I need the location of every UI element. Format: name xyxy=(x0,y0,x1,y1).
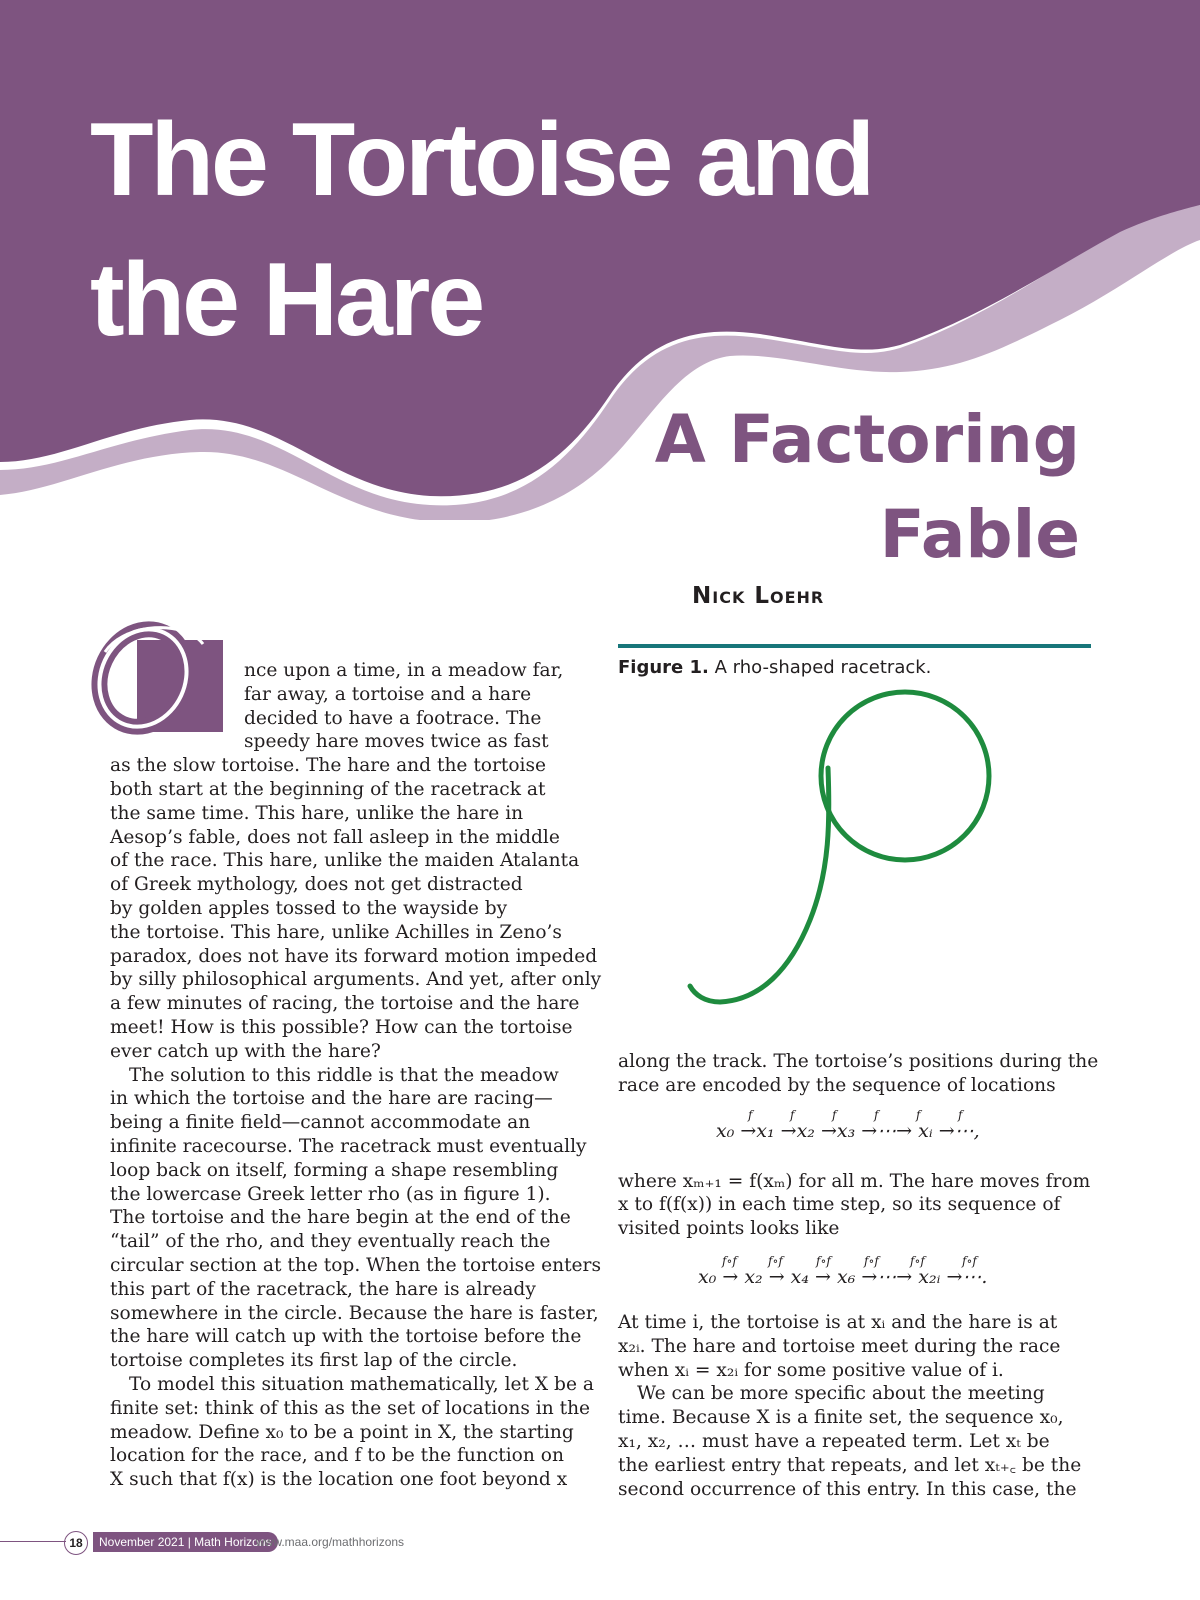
text-line: At time i, the tortoise is at xᵢ and the hare is at xyxy=(618,1311,1058,1333)
footer-url-link[interactable]: www.maa.org/mathhorizons xyxy=(256,1535,405,1549)
page-title-line-2: the Hare xyxy=(90,242,483,358)
arrow-label: f∘f xyxy=(910,1254,925,1268)
text-line: by silly philosophical arguments. And yet, after only xyxy=(110,969,602,991)
arrow-label: f∘f xyxy=(722,1254,737,1268)
arrow-label: f∘f xyxy=(864,1254,879,1268)
text-line: “tail” of the rho, and they eventually reach the xyxy=(110,1231,551,1253)
text-line: meadow. Define x₀ to be a point in X, the starting xyxy=(110,1421,574,1443)
text-line: somewhere in the circle. Because the hare is faster, xyxy=(110,1302,599,1324)
text-line: Aesop’s fable, does not fall asleep in the middle xyxy=(110,826,560,848)
arrow-label: f xyxy=(916,1108,921,1122)
subtitle-line-2: Fable xyxy=(879,496,1080,573)
text-line: visited points looks like xyxy=(618,1218,840,1240)
equation-hare-sequence: x₀ → x₂ → x₄ → x₆ →⋯→ x₂ᵢ →⋯. xyxy=(698,1266,988,1288)
arrow-label: f xyxy=(874,1108,879,1122)
text-line: the earliest entry that repeats, and let xₜ₊꜀ be the xyxy=(618,1454,1082,1476)
text-line: the tortoise. This hare, unlike Achilles in Zeno’s xyxy=(110,921,562,943)
text-line: both start at the beginning of the racetrack at xyxy=(110,778,546,800)
rho-racetrack-figure xyxy=(680,680,1020,1030)
text-line: by golden apples tossed to the wayside by xyxy=(110,897,508,919)
text-line: this part of the racetrack, the hare is already xyxy=(110,1278,536,1300)
arrow-label: f xyxy=(832,1108,837,1122)
text-line: To model this situation mathematically, let X be a xyxy=(129,1373,594,1395)
figure-label: Figure 1. xyxy=(618,657,709,678)
text-line: the hare will catch up with the tortoise before the xyxy=(110,1326,582,1348)
rho-tail xyxy=(690,768,829,1002)
equation-tortoise-sequence: x₀ →x₁ →x₂ →x₃ →⋯→ xᵢ →⋯, xyxy=(716,1120,980,1142)
text-line: x₂ᵢ. The hare and tortoise meet during the race xyxy=(618,1335,1061,1357)
text-line: as the slow tortoise. The hare and the tortoise xyxy=(110,755,547,777)
text-line: location for the race, and f to be the function on xyxy=(110,1445,564,1467)
text-line: finite set: think of this as the set of locations in the xyxy=(110,1397,591,1419)
subtitle-line-1: A Factoring xyxy=(654,401,1080,478)
arrow-label: f∘f xyxy=(768,1254,783,1268)
page-title-line-1: The Tortoise and xyxy=(90,102,873,218)
footer-rule xyxy=(0,1541,66,1542)
text-line: where xₘ₊₁ = f(xₘ) for all m. The hare moves from xyxy=(618,1170,1091,1192)
text-line: paradox, does not have its forward motion impeded xyxy=(110,945,598,967)
text-line: in which the tortoise and the hare are racing— xyxy=(110,1088,553,1110)
right-column-part-b xyxy=(618,1170,1091,1241)
figure-caption xyxy=(618,657,931,678)
right-column-part-a xyxy=(618,1050,1099,1098)
text-line: tortoise completes its first lap of the circle. xyxy=(110,1350,518,1372)
footer-issue-label: November 2021 | Math Horizons xyxy=(93,1532,278,1552)
arrow-label: f∘f xyxy=(816,1254,831,1268)
text-line: a few minutes of racing, the tortoise and the hare xyxy=(110,993,580,1015)
figure-rule xyxy=(618,644,1091,648)
text-line: The tortoise and the hare begin at the end of the xyxy=(110,1207,571,1229)
text-line: speedy hare moves twice as fast xyxy=(244,731,549,753)
text-line: We can be more specific about the meeting xyxy=(637,1383,1045,1405)
text-line: far away, a tortoise and a hare xyxy=(244,683,532,705)
arrow-label: f∘f xyxy=(962,1254,977,1268)
article-left-column xyxy=(110,659,602,1492)
text-line: second occurrence of this entry. In this case, the xyxy=(618,1478,1077,1500)
text-line: X such that f(x) is the location one foot beyond x xyxy=(110,1469,568,1491)
text-line: of Greek mythology, does not get distracted xyxy=(110,874,523,896)
text-line: the lowercase Greek letter rho (as in figure 1). xyxy=(110,1183,551,1205)
text-line: infinite racecourse. The racetrack must eventually xyxy=(110,1135,587,1157)
text-line: the same time. This hare, unlike the hare in xyxy=(110,802,524,824)
page-number: 18 xyxy=(64,1531,88,1555)
text-line: circular section at the top. When the tortoise enters xyxy=(110,1254,601,1276)
text-line: being a finite field—cannot accommodate an xyxy=(110,1112,531,1134)
text-line: x₁, x₂, … must have a repeated term. Let xₜ be xyxy=(618,1430,1050,1452)
text-line: time. Because X is a finite set, the sequence x₀, xyxy=(618,1407,1064,1429)
text-line: meet! How is this possible? How can the tortoise xyxy=(110,1016,573,1038)
text-line: loop back on itself, forming a shape resembling xyxy=(110,1159,559,1181)
text-line: decided to have a footrace. The xyxy=(244,707,542,729)
rho-loop xyxy=(821,692,989,860)
figure-caption-text: A rho-shaped racetrack. xyxy=(714,657,932,678)
arrow-label: f xyxy=(958,1108,963,1122)
text-line: along the track. The tortoise’s positions during the xyxy=(618,1051,1099,1072)
text-line: of the race. This hare, unlike the maiden Atalanta xyxy=(110,850,580,872)
text-line: race are encoded by the sequence of locations xyxy=(618,1074,1056,1096)
author-byline: Nick Loehr xyxy=(692,583,825,609)
right-column-part-c xyxy=(618,1311,1088,1501)
text-line: nce upon a time, in a meadow far, xyxy=(244,660,564,681)
text-line: x to f(f(x)) in each time step, so its sequence of xyxy=(618,1194,1061,1216)
text-line: when xᵢ = x₂ᵢ for some positive value of i. xyxy=(618,1359,1004,1381)
arrow-label: f xyxy=(748,1108,753,1122)
text-line: The solution to this riddle is that the meadow xyxy=(129,1064,559,1086)
text-line: ever catch up with the hare? xyxy=(110,1040,381,1062)
arrow-label: f xyxy=(790,1108,795,1122)
